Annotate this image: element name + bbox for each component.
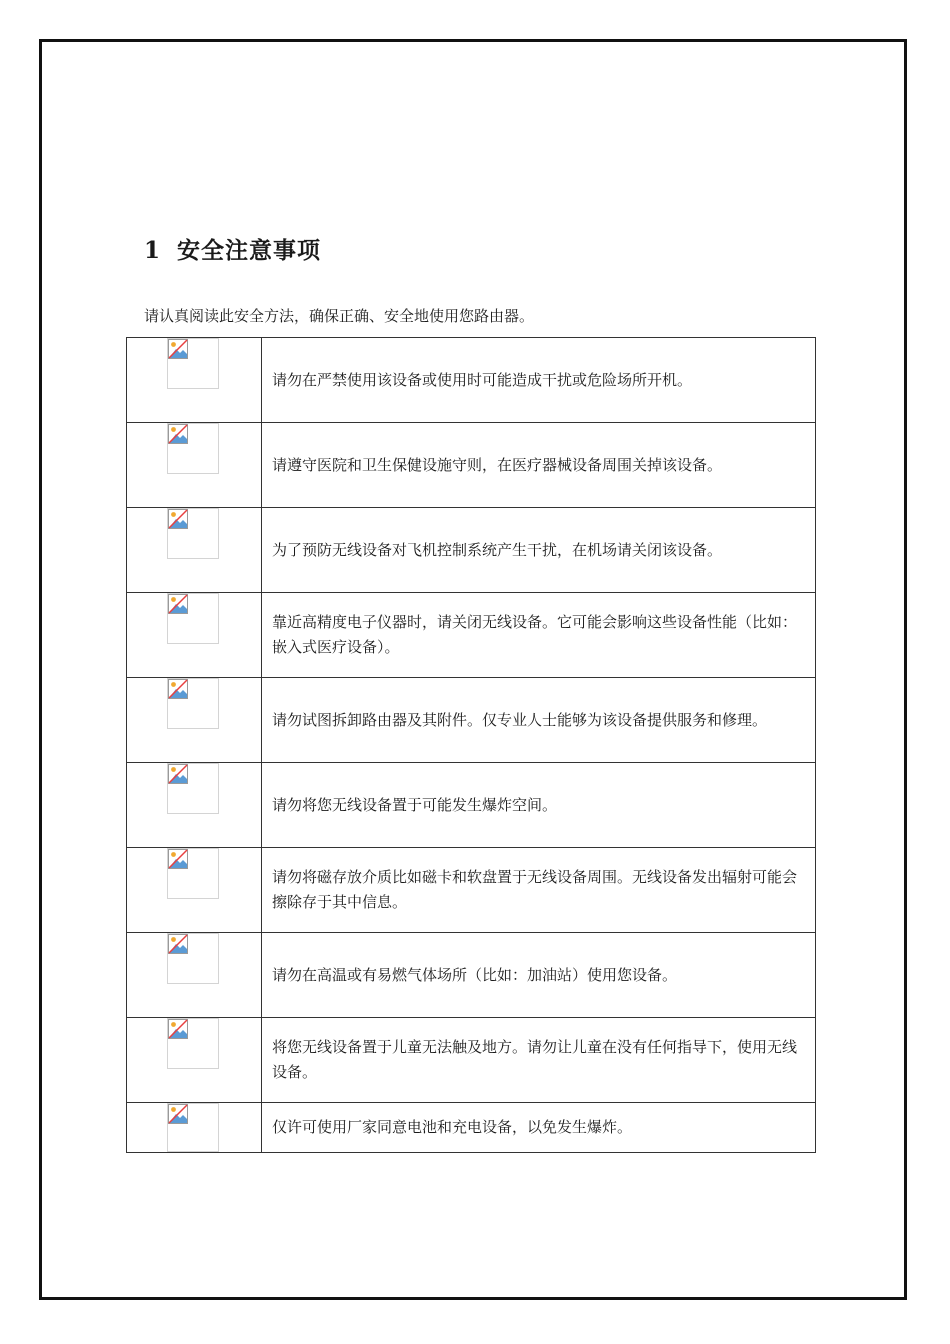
table-row — [127, 933, 816, 1018]
image-placeholder — [167, 1018, 219, 1069]
safety-table — [126, 337, 816, 1153]
broken-image-icon — [168, 764, 188, 784]
safety-text: 将您无线设备置于儿童无法触及地方。请勿让儿童在没有任何指导下，使用无线设备。 — [262, 1018, 816, 1103]
safety-text: 靠近高精度电子仪器时，请关闭无线设备。它可能会影响这些设备性能（比如：嵌入式医疗设备）。 — [262, 593, 816, 678]
broken-image-icon — [168, 1019, 188, 1039]
image-placeholder — [167, 1103, 219, 1152]
section-title: 安全注意事项 — [177, 237, 322, 264]
broken-image-icon — [168, 934, 188, 954]
icon-cell — [127, 678, 262, 763]
icon-cell — [127, 338, 262, 423]
table-row — [127, 1103, 816, 1153]
safety-text: 请遵守医院和卫生保健设施守则，在医疗器械设备周围关掉该设备。 — [262, 423, 816, 508]
icon-cell — [127, 1018, 262, 1103]
broken-image-icon — [168, 339, 188, 359]
image-placeholder — [167, 508, 219, 559]
table-row — [127, 423, 816, 508]
table-row — [127, 848, 816, 933]
safety-text: 为了预防无线设备对飞机控制系统产生干扰，在机场请关闭该设备。 — [262, 508, 816, 593]
icon-cell — [127, 423, 262, 508]
safety-text: 仅许可使用厂家同意电池和充电设备，以免发生爆炸。 — [262, 1103, 816, 1153]
table-row — [127, 338, 816, 423]
broken-image-icon — [168, 849, 188, 869]
image-placeholder — [167, 848, 219, 899]
icon-cell — [127, 933, 262, 1018]
safety-text: 请勿在高温或有易燃气体场所（比如：加油站）使用您设备。 — [262, 933, 816, 1018]
icon-cell — [127, 593, 262, 678]
image-placeholder — [167, 423, 219, 474]
safety-text: 请勿将您无线设备置于可能发生爆炸空间。 — [262, 763, 816, 848]
intro-paragraph: 请认真阅读此安全方法，确保正确、安全地使用您路由器。 — [144, 307, 535, 325]
image-placeholder — [167, 933, 219, 984]
image-placeholder — [167, 763, 219, 814]
icon-cell — [127, 763, 262, 848]
safety-text: 请勿在严禁使用该设备或使用时可能造成干扰或危险场所开机。 — [262, 338, 816, 423]
icon-cell — [127, 508, 262, 593]
section-heading — [144, 232, 321, 265]
broken-image-icon — [168, 424, 188, 444]
broken-image-icon — [168, 594, 188, 614]
section-number: 1 — [144, 237, 162, 264]
broken-image-icon — [168, 679, 188, 699]
icon-cell — [127, 1103, 262, 1153]
broken-image-icon — [168, 509, 188, 529]
safety-text: 请勿将磁存放介质比如磁卡和软盘置于无线设备周围。无线设备发出辐射可能会擦除存于其中信息。 — [262, 848, 816, 933]
image-placeholder — [167, 678, 219, 729]
icon-cell — [127, 848, 262, 933]
table-row — [127, 763, 816, 848]
table-row — [127, 593, 816, 678]
image-placeholder — [167, 338, 219, 389]
safety-text: 请勿试图拆卸路由器及其附件。仅专业人士能够为该设备提供服务和修理。 — [262, 678, 816, 763]
table-row — [127, 678, 816, 763]
broken-image-icon — [168, 1104, 188, 1124]
table-row — [127, 1018, 816, 1103]
table-row — [127, 508, 816, 593]
image-placeholder — [167, 593, 219, 644]
